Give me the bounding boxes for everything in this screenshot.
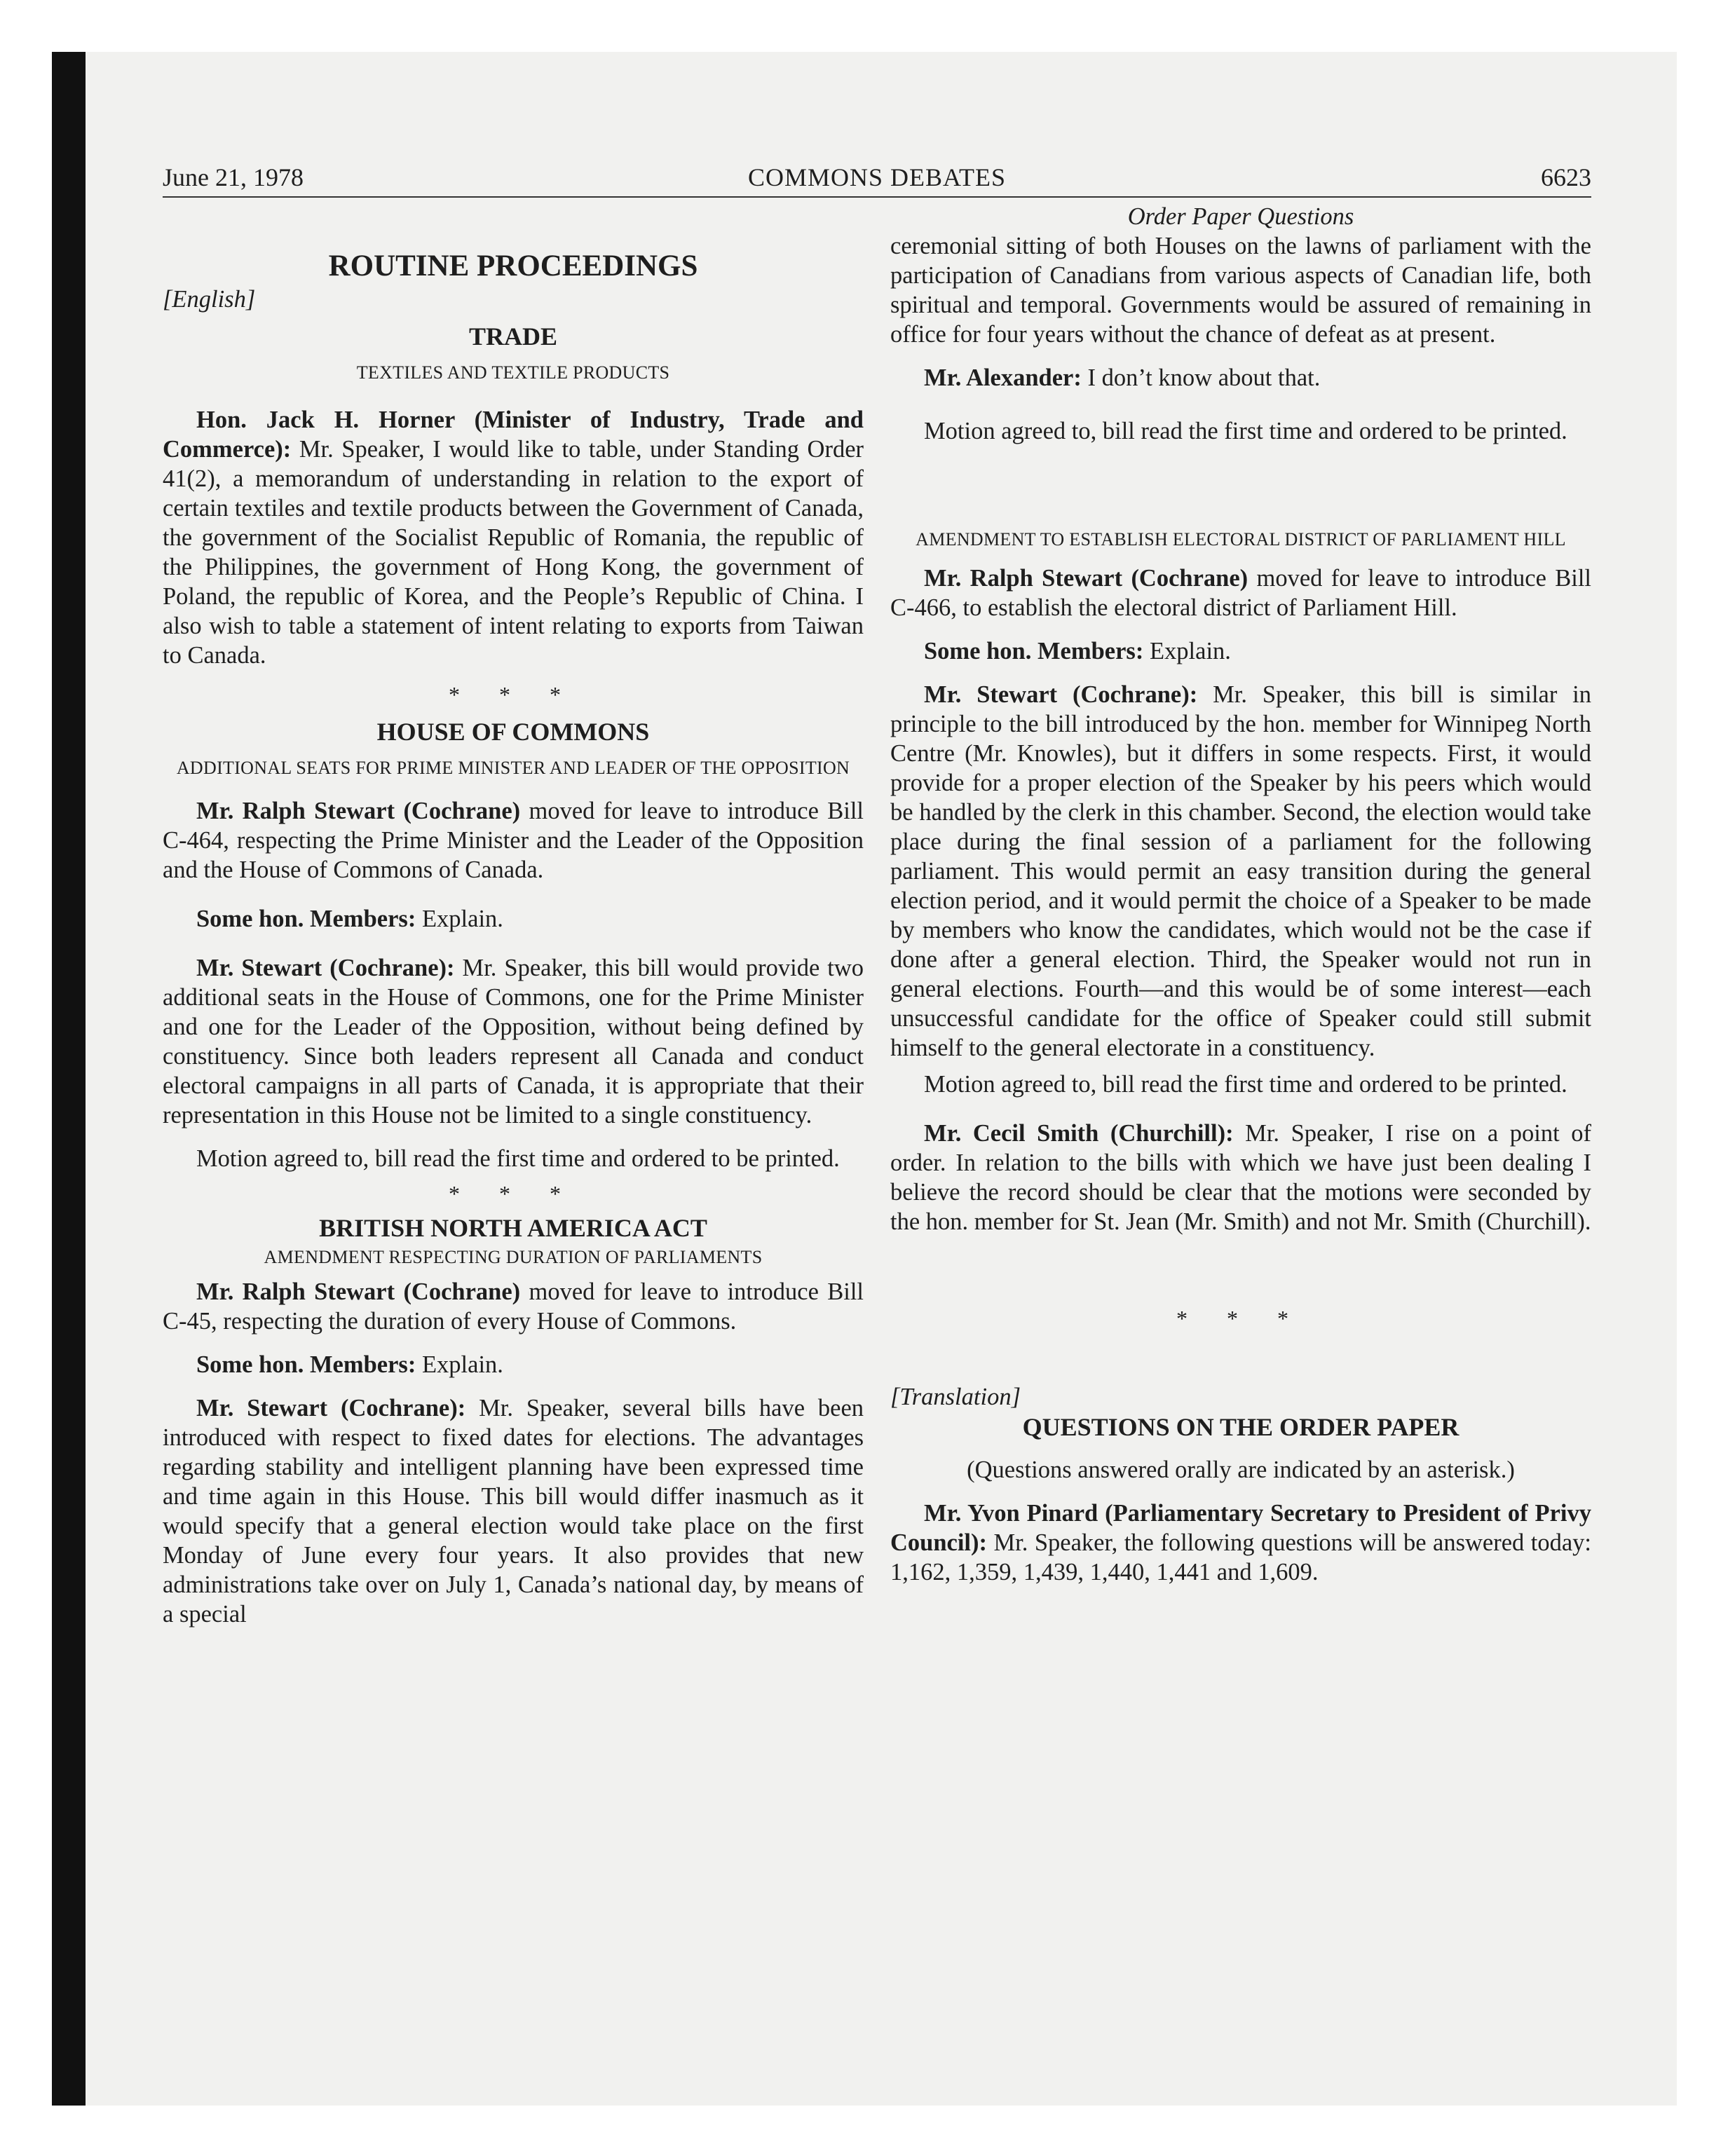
speech-text: Mr. Speaker, I rise on a point of order. In relation to the bills with which we have just been dealing I believe the record should be clear that the motions were seconded by the hon. member for St. Jean (Mr. Smith) and not Mr. Smith (Churchill). xyxy=(890,1120,1591,1235)
motion-agreed: Motion agreed to, bill read the first time and ordered to be printed. xyxy=(924,1071,1567,1098)
members-interjection xyxy=(890,636,1591,666)
house-of-commons-heading: HOUSE OF COMMONS xyxy=(376,718,650,746)
stewart-speech xyxy=(163,953,864,1130)
duration-subheading: AMENDMENT RESPECTING DURATION OF PARLIAMENTS xyxy=(264,1247,763,1267)
alexander-remark xyxy=(890,363,1591,393)
smith-point-of-order xyxy=(890,1119,1591,1236)
pinard-statement xyxy=(890,1499,1591,1587)
textiles-subheading: TEXTILES AND TEXTILE PRODUCTS xyxy=(356,362,670,383)
speaker-name: Some hon. Members: xyxy=(196,1351,416,1378)
speaker-name: Mr. Yvon Pinard (Parliamentary Secretary to President of Privy Council): xyxy=(890,1500,1591,1556)
english-tag: [English] xyxy=(163,286,256,313)
section-separator: * * * xyxy=(449,1181,578,1206)
trade-heading: TRADE xyxy=(468,322,558,350)
motion-agreed: Motion agreed to, bill read the first time and ordered to be printed. xyxy=(924,418,1567,444)
motion-text: moved for leave to introduce Bill C-466, to establish the electoral district of Parliament Hill. xyxy=(890,565,1591,621)
mover-name: Mr. Ralph Stewart (Cochrane) xyxy=(196,798,521,824)
speaker-name: Hon. Jack H. Horner (Minister of Industry, Trade and Commerce): xyxy=(163,407,864,463)
speech-text: Explain. xyxy=(1149,638,1231,664)
questions-note: (Questions answered orally are indicated by an asterisk.) xyxy=(967,1456,1515,1483)
header-publication: COMMONS DEBATES xyxy=(747,163,1007,191)
bill-c464-motion xyxy=(163,796,864,885)
members-interjection xyxy=(163,1350,864,1379)
column-header: Order Paper Questions xyxy=(1127,203,1354,230)
questions-heading: QUESTIONS ON THE ORDER PAPER xyxy=(1022,1413,1460,1441)
mover-name: Mr. Ralph Stewart (Cochrane) xyxy=(924,565,1248,592)
speech-text: Mr. Speaker, this bill is similar in principle to the bill introduced by the hon. member for Winnipeg North Centre (Mr. Knowles), but it differs in some respects. First, it would provide for a proper election of the Speaker by his peers which would be handled by the clerk in this chamber. Second, the election would take place during the final session of a parliament for the following parliament. This would permit an easy transition during the general election period, and it would permit the choice of a Speaker to be made by members who know the candidates, which would not be the case if done after a general election. Third, the Speaker would not run in general elections. Fourth—and this would be of some interest—each unsuccessful candidate for the office of Speaker could still submit himself to the general electorate in a constituency. xyxy=(890,681,1592,1061)
speaker-name: Some hon. Members: xyxy=(196,906,416,932)
stewart-speech xyxy=(890,680,1591,1063)
speaker-name: Mr. Cecil Smith (Churchill): xyxy=(924,1120,1234,1147)
additional-seats-subheading: ADDITIONAL SEATS FOR PRIME MINISTER AND LEADER OF THE OPPOSITION xyxy=(176,758,850,778)
speech-text: Mr. Speaker, the following questions will be answered today: 1,162, 1,359, 1,439, 1,440, 1,441 and 1,609. xyxy=(890,1529,1592,1585)
motion-text: moved for leave to introduce Bill C-464, respecting the Prime Minister and the Leader of the Opposition and the House of Commons of Canada. xyxy=(163,798,864,883)
motion-agreed: Motion agreed to, bill read the first time and ordered to be printed. xyxy=(196,1145,840,1172)
continued-speech: ceremonial sitting of both Houses on the lawns of parliament with the participation of Canadians from various aspects of Canadian life, both spiritual and temporal. Governments would be assured of remaining in office for four years without the chance of defeat as at present. xyxy=(890,233,1591,348)
motion-text: moved for leave to introduce Bill C-45, respecting the duration of every House of Commons. xyxy=(163,1278,864,1335)
speaker-name: Mr. Stewart (Cochrane): xyxy=(196,955,455,981)
speaker-name: Mr. Stewart (Cochrane): xyxy=(924,681,1198,708)
right-column xyxy=(890,203,1591,1587)
scan-edge xyxy=(52,52,86,2106)
members-interjection xyxy=(163,904,864,934)
header-date: June 21, 1978 xyxy=(163,163,304,191)
header-page-number: 6623 xyxy=(1541,163,1591,191)
speaker-name: Mr. Alexander: xyxy=(924,364,1082,391)
speech-text: I don’t know about that. xyxy=(1087,364,1321,391)
routine-proceedings-heading: ROUTINE PROCEEDINGS xyxy=(328,250,698,282)
section-separator: * * * xyxy=(449,682,578,707)
speech-text: Explain. xyxy=(421,1351,503,1378)
speaker-name: Mr. Stewart (Cochrane): xyxy=(196,1395,466,1421)
speech-text: Mr. Speaker, several bills have been introduced with respect to fixed dates for elections. The advantages regarding stability and intelligent planning have been expressed time and time again in this House. This bill would differ inasmuch as it would specify that a general election would take place on the first Monday of June every four years. It also provides that new administrations take over on July 1, Canada’s national day, by means of a special xyxy=(163,1395,864,1628)
speech-text: Mr. Speaker, I would like to table, under Standing Order 41(2), a memorandum of understanding in relation to the export of certain textiles and textile products between the Government of Canada, the government of the Socialist Republic of Romania, the republic of the Philippines, the government of Hong Kong, the government of Poland, the republic of Korea, and the People’s Republic of China. I also wish to table a statement of intent relating to exports from Taiwan to Canada. xyxy=(163,436,864,669)
electoral-district-subheading: AMENDMENT TO ESTABLISH ELECTORAL DISTRICT OF PARLIAMENT HILL xyxy=(916,529,1566,550)
stewart-speech xyxy=(163,1393,864,1629)
left-column xyxy=(163,203,864,1629)
bna-act-heading: BRITISH NORTH AMERICA ACT xyxy=(319,1214,707,1242)
speaker-name: Some hon. Members: xyxy=(924,638,1144,664)
running-header xyxy=(163,158,1591,198)
translation-tag: [Translation] xyxy=(890,1384,1021,1410)
speech-text: Mr. Speaker, this bill would provide two additional seats in the House of Commons, one for the Prime Minister and one for the Leader of the Opposition, without being defined by constituency. Since both leaders represent all Canada and conduct electoral campaigns in all parts of Canada, it is appropriate that their representation in this House not be limited to a single constituency. xyxy=(163,955,864,1128)
horner-statement xyxy=(163,405,864,670)
mover-name: Mr. Ralph Stewart (Cochrane) xyxy=(196,1278,521,1305)
bill-c466-motion xyxy=(890,564,1591,622)
section-separator: * * * xyxy=(1176,1306,1305,1331)
bill-c45-motion xyxy=(163,1277,864,1336)
speech-text: Explain. xyxy=(421,906,503,932)
